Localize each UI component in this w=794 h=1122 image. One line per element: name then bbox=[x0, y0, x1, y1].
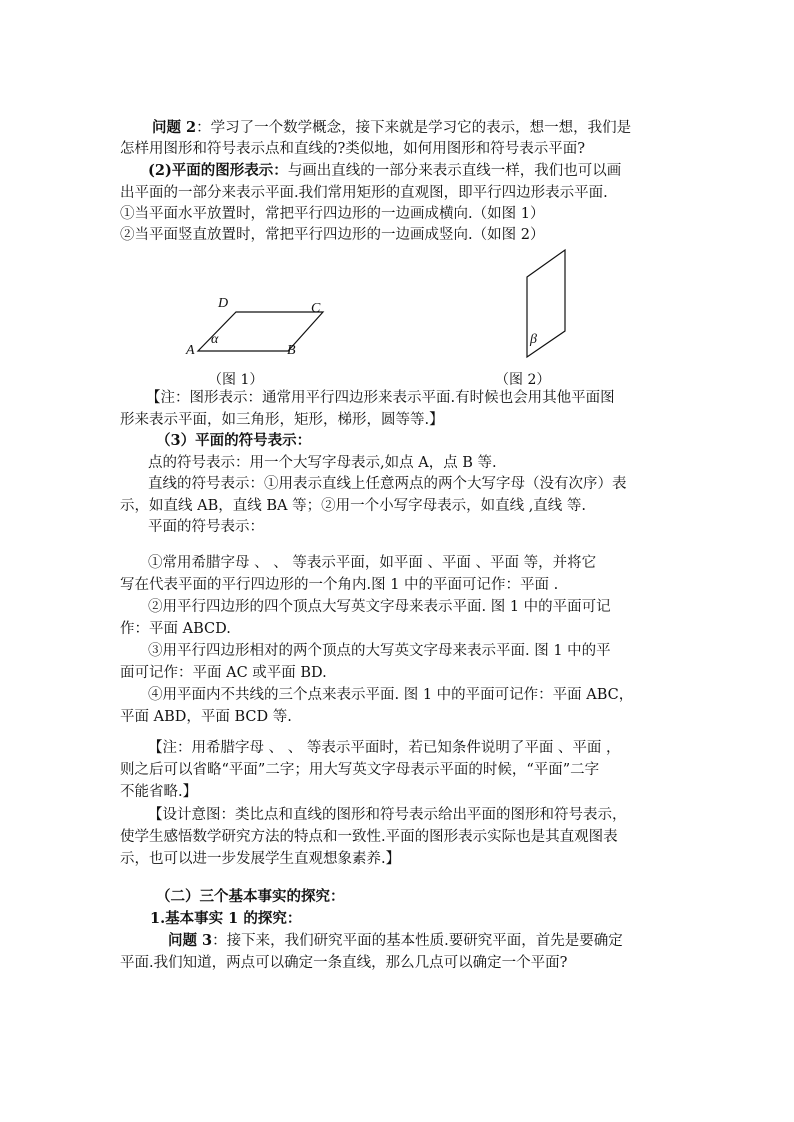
note-1-line-1: 【注：图形表示：通常用平行四边形来表示平面.有时候也会用其他平面图 bbox=[146, 390, 615, 406]
figure-1-alpha: α bbox=[211, 332, 219, 347]
section-3-title: （3）平面的符号表示： bbox=[156, 432, 312, 449]
problem-3-label: 问题 3 bbox=[168, 932, 213, 949]
part-2-title: （二）三个基本事实的探究： bbox=[156, 888, 345, 905]
problem-2-line-2: 怎样用图形和符号表示点和直线的?类似地，如何用图形和符号表示平面? bbox=[120, 141, 586, 157]
problem-3-line-1 bbox=[168, 931, 623, 951]
problem-3-line-2: 平面.我们知道，两点可以确定一条直线，那么几点可以确定一个平面? bbox=[120, 955, 568, 971]
figure-1-label-b: B bbox=[287, 343, 296, 358]
note-2-line-3: 不能省略.】 bbox=[120, 784, 198, 800]
figure-1-label-d: D bbox=[218, 296, 229, 311]
section-2-item-1: ①当平面水平放置时，常把平行四边形的一边画成横向.（如图 1） bbox=[120, 206, 545, 222]
note-2-line-2: 则之后可以省略“平面”二字；用大写英文字母表示平面的时候，“平面”二字 bbox=[120, 762, 600, 778]
method-4-line-2: 平面 ABD，平面 BCD 等. bbox=[120, 709, 292, 725]
figure-1-label-c: C bbox=[311, 301, 321, 316]
problem-2-label: 问题 2 bbox=[152, 119, 197, 136]
method-1-line-1: ①常用希腊字母 、 、 等表示平面，如平面 、平面 、平面 等，并将它 bbox=[148, 555, 597, 571]
section-2-item-2: ②当平面竖直放置时，常把平行四边形的一边画成竖向.（如图 2） bbox=[120, 227, 545, 243]
problem-3-sep: ： bbox=[212, 933, 227, 949]
figure-1-caption: （图 1） bbox=[208, 372, 264, 388]
section-2-line-2: 出平面的一部分来表示平面.我们常用矩形的直观图，即平行四边形表示平面. bbox=[120, 185, 608, 201]
method-2-line-1: ②用平行四边形的四个顶点大写英文字母来表示平面. 图 1 中的平面可记 bbox=[148, 599, 611, 615]
problem-3-text-1: 接下来，我们研究平面的基本性质.要研究平面，首先是要确定 bbox=[226, 933, 623, 949]
problem-2-text-1: 学习了一个数学概念，接下来就是学习它的表示，想一想，我们是 bbox=[210, 120, 632, 136]
method-1-line-2: 写在代表平面的平行四边形的一个角内.图 1 中的平面可记作：平面 . bbox=[120, 577, 559, 593]
note-2-line-1: 【注：用希腊字母 、 、 等表示平面时，若已知条件说明了平面 、平面 ， bbox=[148, 740, 621, 756]
figure-1-label-a: A bbox=[186, 343, 195, 358]
design-intent-line-1: 【设计意图：类比点和直线的图形和符号表示给出平面的图形和符号表示， bbox=[148, 807, 627, 823]
method-3-line-2: 面可记作：平面 AC 或平面 BD. bbox=[120, 665, 327, 681]
method-2-line-2: 作：平面 ABCD. bbox=[120, 621, 231, 637]
design-intent-line-2: 使学生感悟数学研究方法的特点和一致性.平面的图形表示实际也是其直观图表 bbox=[120, 829, 618, 845]
section-3-line-2: 示，如直线 AB，直线 BA 等；②用一个小写字母表示，如直线 ,直线 等. bbox=[120, 498, 587, 514]
section-3-line-1: 直线的符号表示：①用表示直线上任意两点的两个大写字母（没有次序）表 bbox=[148, 476, 627, 492]
design-intent-line-3: 示，也可以进一步发展学生直观想象素养.】 bbox=[120, 851, 401, 867]
figure-2-caption: （图 2） bbox=[495, 372, 551, 388]
problem-2-sep: ： bbox=[196, 120, 211, 136]
note-1-line-2: 形来表示平面，如三角形，矩形，梯形，圆等等.】 bbox=[120, 412, 444, 428]
section-2-label: (2)平面的图形表示： bbox=[148, 162, 288, 179]
figure-2-beta: β bbox=[530, 332, 537, 347]
method-4-line-1: ④用平面内不共线的三个点来表示平面. 图 1 中的平面可记作：平面 ABC， bbox=[148, 687, 634, 703]
section-3-point: 点的符号表示：用一个大写字母表示,如点 A，点 B 等. bbox=[148, 455, 497, 471]
section-2-text-1: 与画出直线的一部分来表示直线一样，我们也可以画 bbox=[287, 163, 622, 179]
method-3-line-1: ③用平行四边形相对的两个顶点的大写英文字母来表示平面. 图 1 中的平 bbox=[148, 643, 611, 659]
section-3-plane: 平面的符号表示： bbox=[148, 519, 264, 535]
part-2-subtitle: 1.基本事实 1 的探究： bbox=[150, 910, 302, 927]
